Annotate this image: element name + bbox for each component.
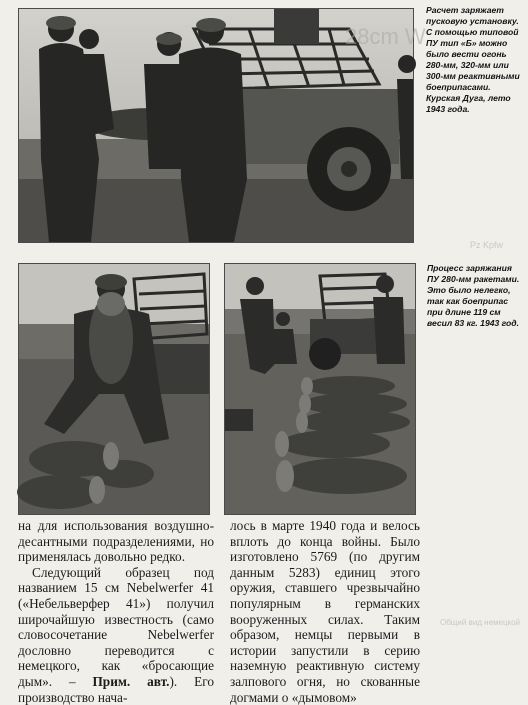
- bleed-through-text-bottom: Общий вид немецкой: [440, 618, 521, 627]
- paragraph-left-2-start: Следующий образец под названием 15 см Nebelwerfer 41 («Небельверфер 41») получил широчайшую известность (само словосочетание Nebelwerfer дословно переводится с немецкого, как «бросающие дым». –: [18, 564, 214, 689]
- paragraph-right-1: лось в марте 1940 года и велось вплоть до конца войны. Было изготовлено 5769 (по другим данным 5283) единиц этого оружия, ставшего чрезвычайно популярным в германских вооруженных силах. Таким образом, немцы первыми в истории запустили в серию наземную реактивную систему залпового огня, но скованные догмами о «дымовом»: [230, 518, 420, 705]
- bleed-through-text-top: 28cm W: [345, 24, 426, 49]
- photo-crew-with-shells: [224, 263, 416, 515]
- photo-soldier-carrying-shell: [18, 263, 210, 515]
- bleed-through-text-middle: Pz Kpfw: [470, 240, 504, 250]
- author-note-label: Прим. авт.: [92, 673, 170, 689]
- paragraph-left-1: на для использования воздушно-десантными подразделениями, но применялась довольно редко.: [18, 518, 214, 565]
- paragraph-left-2: [18, 565, 214, 705]
- body-text-left-column: [18, 518, 214, 705]
- caption-middle: Процесс заряжания ПУ 280-мм ракетами. Это было нелегко, так как боеприпас при длине 119 см весил 83 кг. 1943 год.: [427, 263, 520, 328]
- paragraph-left-2-end: ). Его производство нача-: [18, 673, 214, 705]
- caption-top: Расчет заряжает пусковую установку. С помощью типовой ПУ тип «Б» можно было вести огонь 280-мм, 320-мм или 300-мм реактивными боеприпасами. Курская Дуга, лето 1943 года.: [426, 5, 520, 114]
- body-text-right-column: [230, 518, 420, 705]
- photo-crew-loading-launcher: [18, 8, 414, 243]
